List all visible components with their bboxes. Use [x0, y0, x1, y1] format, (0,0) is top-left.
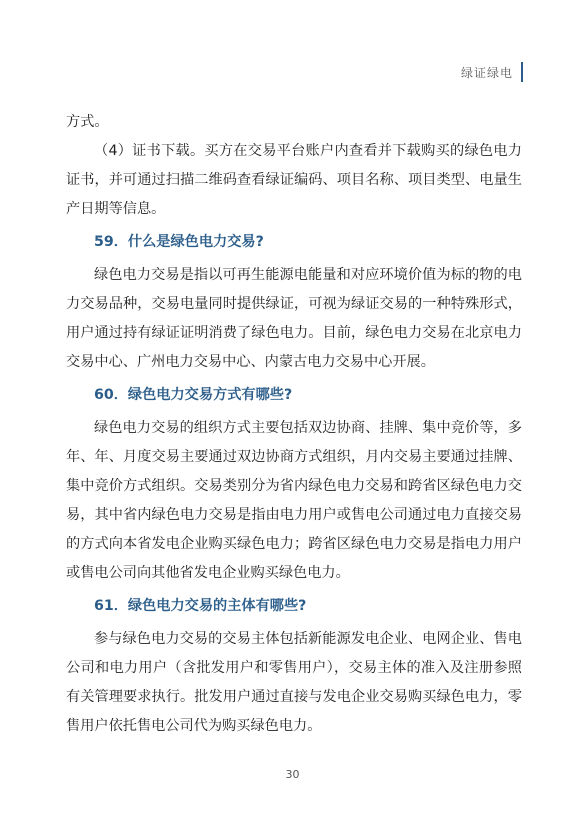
header-accent-bar: [521, 62, 523, 82]
page-content: [66, 108, 522, 741]
question-heading: 61．绿色电力交易的主体有哪些?: [94, 598, 307, 614]
paragraph: （4）证书下载。买方在交易平台账户内查看并下载购买的绿色电力证书，并可通过扫描二维码查看绿证编码、项目名称、项目类型、电量生产日期等信息。: [66, 143, 522, 217]
paragraph: 绿色电力交易的组织方式主要包括双边协商、挂牌、集中竞价等，多年、年、月度交易主要通过双边协商方式组织，月内交易主要通过挂牌、集中竞价方式组织。交易类别分为省内绿色电力交易和跨省区绿色电力交易，其中省内绿色电力交易是指由电力用户或售电公司通过电力直接交易的方式向本省发电企业购买绿色电力；跨省区绿色电力交易是指电力用户或售电公司向其他省发电企业购买绿色电力。: [66, 420, 522, 581]
question-heading: 59．什么是绿色电力交易?: [94, 234, 264, 250]
running-header: [461, 62, 523, 82]
running-header-title: 绿证绿电: [460, 65, 513, 80]
paragraph: 参与绿色电力交易的交易主体包括新能源发电企业、电网企业、售电公司和电力用户（含批发用户和零售用户），交易主体的准入及注册参照有关管理要求执行。批发用户通过直接与发电企业交易购买绿色电力，零售用户依托售电公司代为购买绿色电力。: [66, 631, 522, 734]
paragraph: 绿色电力交易是指以可再生能源电能量和对应环境价值为标的物的电力交易品种，交易电量同时提供绿证，可视为绿证交易的一种特殊形式，用户通过持有绿证证明消费了绿色电力。目前，绿色电力交易在北京电力交易中心、广州电力交易中心、内蒙古电力交易中心开展。: [66, 267, 522, 370]
page-number: 30: [285, 768, 300, 781]
question-heading: 60．绿色电力交易方式有哪些?: [94, 387, 293, 403]
paragraph: 方式。: [66, 114, 109, 130]
